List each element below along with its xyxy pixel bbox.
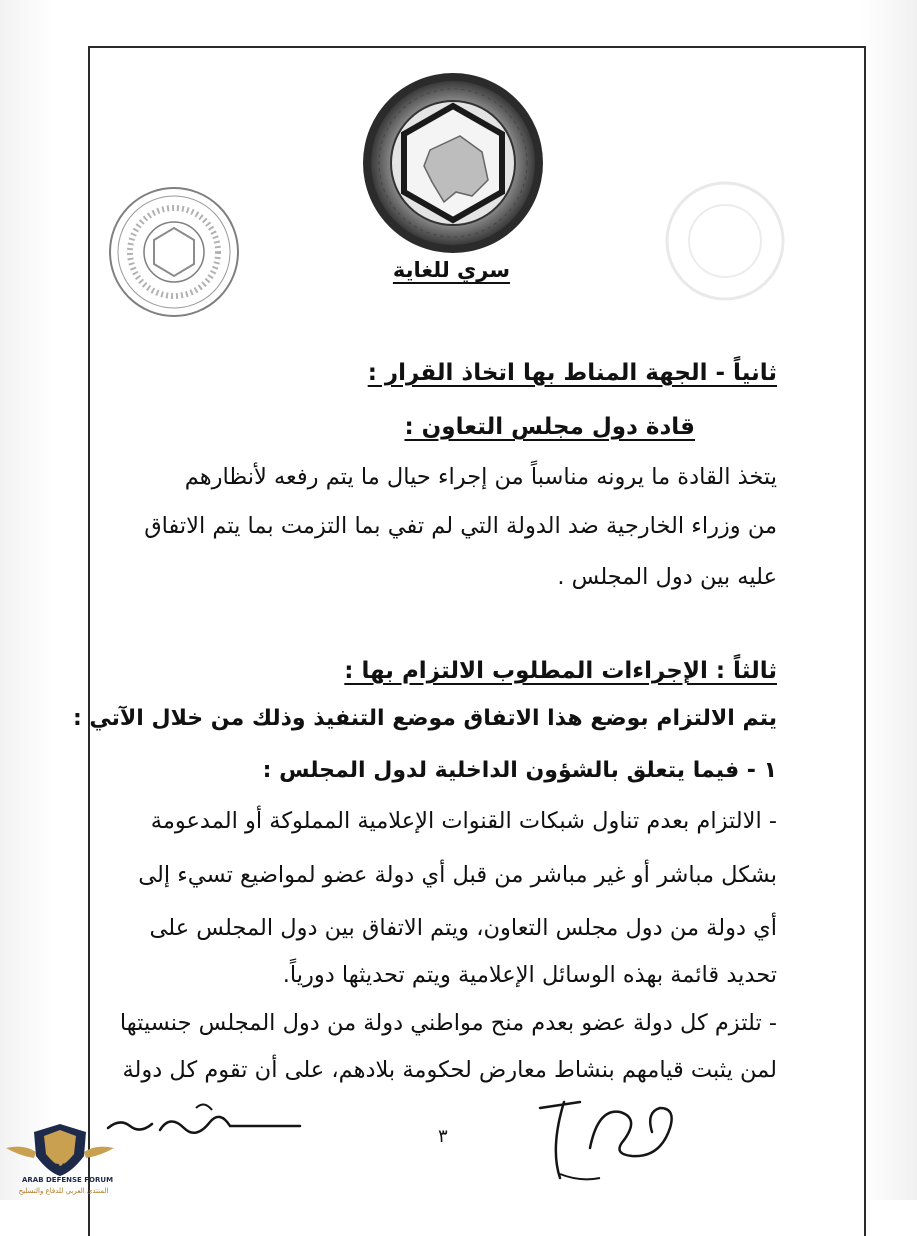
page-number: ٣	[438, 1126, 448, 1147]
section-two-line: يتخذ القادة ما يرونه مناسباً من إجراء حيال ما يتم رفعه لأنظارهم	[184, 464, 777, 490]
section-three-line: تحديد قائمة بهذه الوسائل الإعلامية ويتم تحديثها دورياً.	[282, 962, 777, 988]
gcc-emblem-icon	[360, 70, 546, 256]
faded-stamp-icon	[660, 176, 790, 306]
section-three-intro: يتم الالتزام بوضع هذا الاتفاق موضع التنفيذ وذلك من خلال الآتي :	[72, 706, 777, 731]
signature-left	[100, 1088, 310, 1148]
signature-right	[520, 1078, 710, 1188]
svg-text:DA: DA	[52, 1163, 68, 1173]
section-three-line: - تلتزم كل دولة عضو بعدم منح مواطني دولة من دول المجلس جنسيتها	[119, 1010, 777, 1036]
documents-stamp-icon	[104, 182, 244, 322]
watermark-arabic-text: المنتدى العربي للدفاع والتسليح	[18, 1187, 109, 1195]
section-three-line: لمن يثبت قيامهم بنشاط معارض لحكومة بلادهم، على أن تقوم كل دولة	[122, 1057, 777, 1083]
section-two-line: عليه بين دول المجلس .	[557, 564, 777, 590]
section-three-heading: ثالثاً : الإجراءات المطلوب الالتزام بها :	[344, 658, 777, 684]
section-three-line: أي دولة من دول مجلس التعاون، ويتم الاتفاق بين دول المجلس على	[149, 915, 777, 941]
classification-label: سري للغاية	[392, 258, 510, 282]
watermark-english-text: ARAB DEFENSE FORUM	[22, 1176, 114, 1184]
section-two-subheading: قادة دول مجلس التعاون :	[404, 414, 695, 440]
section-three-line: بشكل مباشر أو غير مباشر من قبل أي دولة عضو لمواضيع تسيء إلى	[138, 862, 777, 888]
section-two-line: من وزراء الخارجية ضد الدولة التي لم تفي بما التزمت بما يتم الاتفاق	[144, 513, 777, 539]
section-three-line: - الالتزام بعدم تناول شبكات القنوات الإعلامية المملوكة أو المدعومة	[150, 808, 777, 834]
section-two-heading: ثانياً - الجهة المناط بها اتخاذ القرار :	[367, 360, 777, 386]
section-three-item-title: ١ - فيما يتعلق بالشؤون الداخلية لدول المجلس :	[262, 758, 777, 783]
